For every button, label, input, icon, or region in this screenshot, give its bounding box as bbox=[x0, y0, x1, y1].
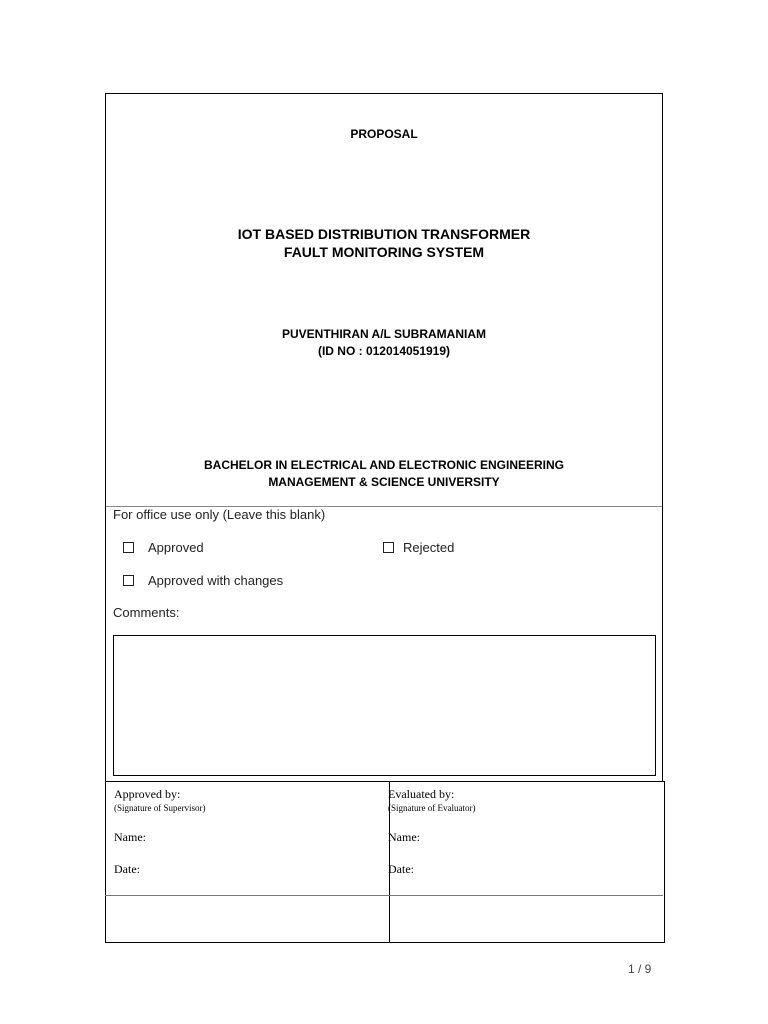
evaluator-date-label: Date: bbox=[388, 862, 414, 876]
evaluated-by-label: Evaluated by: bbox=[388, 787, 455, 801]
approved-with-changes-checkbox[interactable] bbox=[123, 575, 134, 586]
document-type: PROPOSAL bbox=[350, 127, 418, 141]
program-block bbox=[105, 457, 663, 491]
evaluator-name-label: Name: bbox=[388, 830, 420, 844]
approved-label: Approved bbox=[148, 540, 204, 555]
program-name: BACHELOR IN ELECTRICAL AND ELECTRONIC ENGINEERING bbox=[203, 458, 564, 472]
approved-checkbox[interactable] bbox=[123, 542, 134, 553]
approved-option bbox=[123, 540, 204, 555]
author-id: (ID NO : 012014051919) bbox=[317, 344, 451, 358]
supervisor-date-label: Date: bbox=[114, 862, 140, 876]
cover-box bbox=[105, 93, 663, 507]
author-block bbox=[105, 326, 663, 360]
comments-box[interactable] bbox=[113, 635, 656, 776]
page-number: 1 / 9 bbox=[628, 962, 652, 976]
project-title-line-2: FAULT MONITORING SYSTEM bbox=[283, 244, 485, 260]
rejected-checkbox[interactable] bbox=[383, 542, 394, 553]
approved-with-changes-label: Approved with changes bbox=[148, 573, 284, 588]
rejected-option bbox=[383, 540, 454, 555]
project-title-line-1: IOT BASED DISTRIBUTION TRANSFORMER bbox=[237, 226, 531, 242]
approved-with-changes-option bbox=[123, 573, 283, 588]
university-name: MANAGEMENT & SCIENCE UNIVERSITY bbox=[268, 475, 500, 489]
author-name: PUVENTHIRAN A/L SUBRAMANIAM bbox=[282, 327, 486, 341]
comments-label: Comments: bbox=[113, 605, 180, 620]
supervisor-name-label: Name: bbox=[114, 830, 146, 844]
project-title bbox=[105, 225, 663, 261]
evaluator-signature-note: (Signature of Evaluator) bbox=[388, 803, 476, 813]
supervisor-signature-note: (Signature of Supervisor) bbox=[114, 803, 206, 813]
office-use-label: For office use only (Leave this blank) bbox=[113, 507, 326, 522]
signature-row-divider bbox=[105, 895, 663, 896]
approved-by-label: Approved by: bbox=[114, 787, 181, 801]
rejected-label: Rejected bbox=[403, 540, 455, 555]
